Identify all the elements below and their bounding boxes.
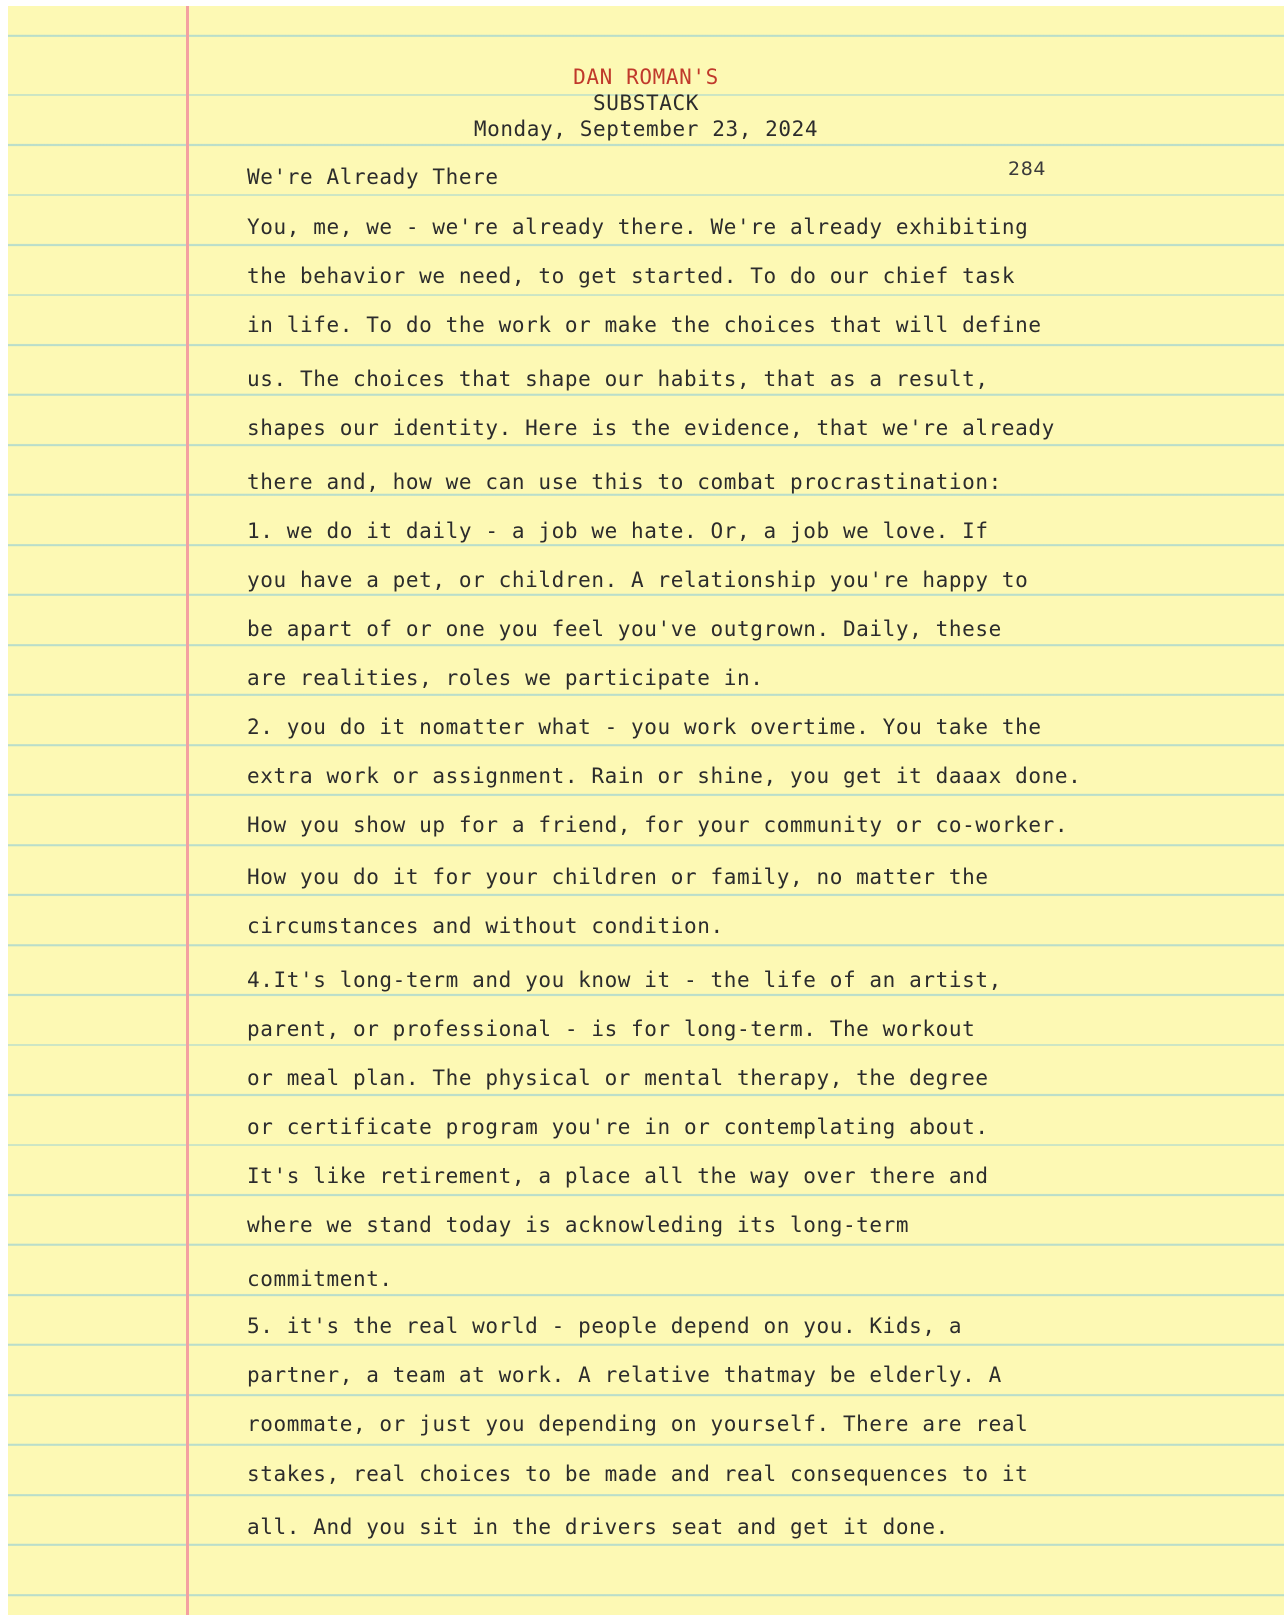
body-line: are realities, roles we participate in. (247, 666, 764, 690)
body-line: us. The choices that shape our habits, that as a result, (247, 367, 989, 391)
header-publication: SUBSTACK (593, 91, 699, 115)
body-line: where we stand today is acknowleding its long-term (247, 1213, 910, 1237)
body-line: extra work or assignment. Rain or shine, you get it daaax done. (247, 764, 1082, 788)
body-line: shapes our identity. Here is the evidence, that we're already (247, 416, 1055, 440)
body-line: roommate, or just you depending on yourself. There are real (247, 1412, 1029, 1436)
header-author: DAN ROMAN'S (573, 65, 719, 89)
body-line: 4.It's long-term and you know it - the life of an artist, (247, 968, 1002, 992)
body-line: 1. we do it daily - a job we hate. Or, a job we love. If (247, 519, 989, 543)
body-line: partner, a team at work. A relative thatmay be elderly. A (247, 1363, 1002, 1387)
body-line: you have a pet, or children. A relationship you're happy to (247, 568, 1029, 592)
body-line: or certificate program you're in or contemplating about. (247, 1115, 989, 1139)
body-line: be apart of or one you feel you've outgrown. Daily, these (247, 617, 1002, 641)
body-line: 5. it's the real world - people depend on you. Kids, a (247, 1314, 963, 1338)
margin-line (186, 6, 189, 1615)
header-date: Monday, September 23, 2024 (473, 117, 819, 141)
body-line: or meal plan. The physical or mental therapy, the degree (247, 1066, 989, 1090)
body-line: How you do it for your children or family, no matter the (247, 865, 989, 889)
body-line: stakes, real choices to be made and real consequences to it (247, 1462, 1029, 1486)
body-line: It's like retirement, a place all the way over there and (247, 1164, 989, 1188)
body-line: 2. you do it nomatter what - you work overtime. You take the (247, 715, 1042, 739)
page-number: 284 (1008, 158, 1047, 180)
body-line: the behavior we need, to get started. To do our chief task (247, 264, 1016, 288)
body-line: in life. To do the work or make the choices that will define (247, 313, 1042, 337)
body-line: You, me, we - we're already there. We're already exhibiting (247, 215, 1029, 239)
article-title: We're Already There (247, 165, 499, 189)
body-line: parent, or professional - is for long-term. The workout (247, 1017, 976, 1041)
body-line: How you show up for a friend, for your community or co-worker. (247, 813, 1069, 837)
legal-pad-page (8, 6, 1284, 1615)
body-line: there and, how we can use this to combat procrastination: (247, 470, 1002, 494)
body-line: all. And you sit in the drivers seat and get it done. (247, 1515, 949, 1539)
body-line: circumstances and without condition. (247, 914, 724, 938)
body-line: commitment. (247, 1267, 393, 1291)
